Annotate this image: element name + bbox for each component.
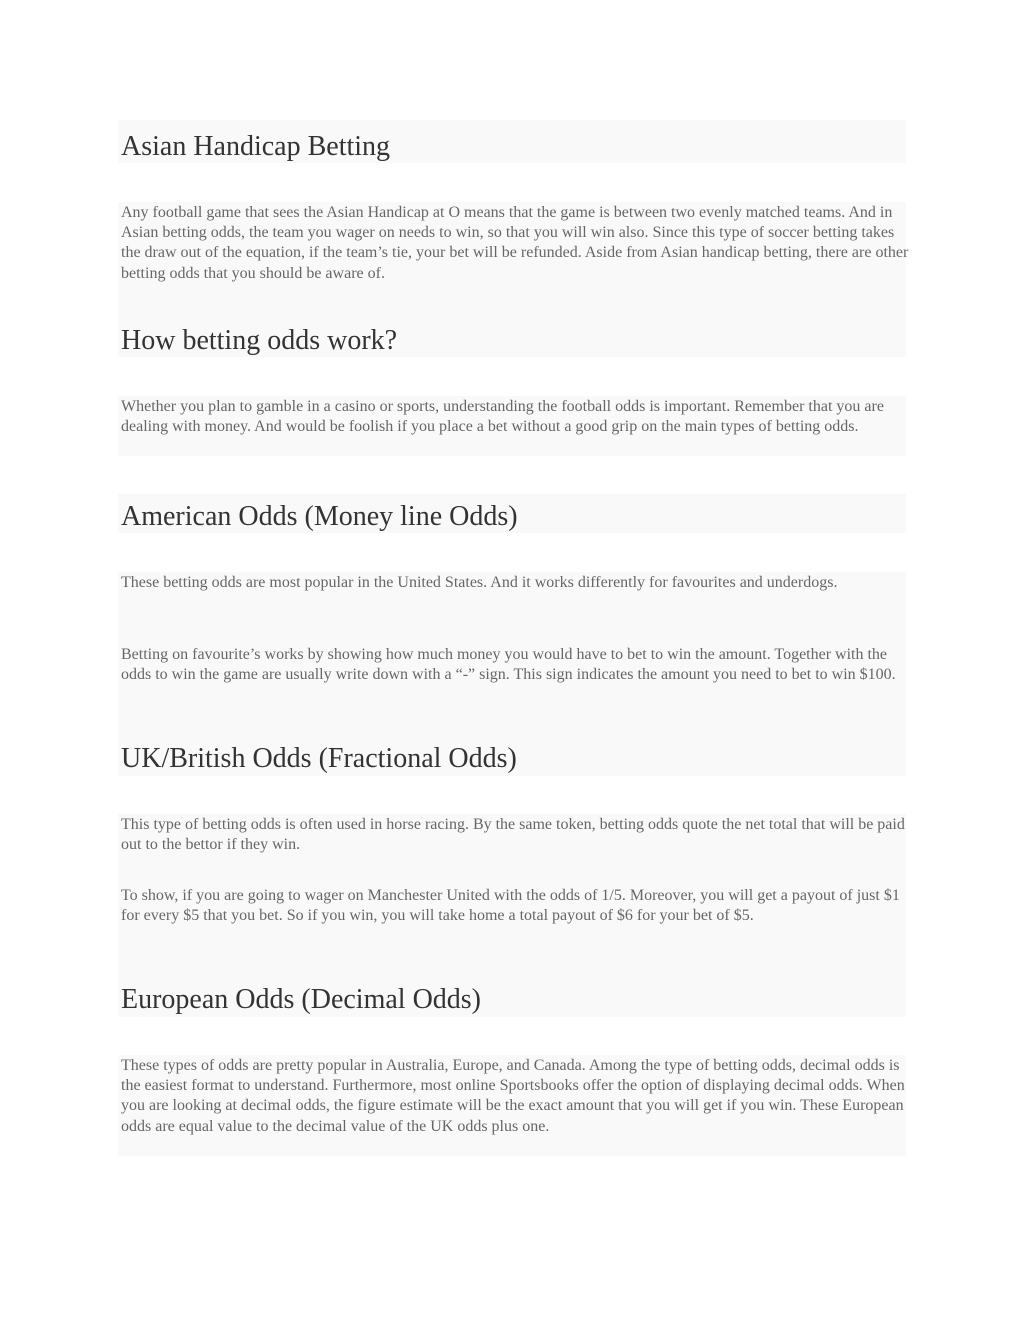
paragraph-european-odds: These types of odds are pretty popular in Australia, Europe, and Canada. Among the type of betting odds, decimal odds is the easiest format to understand. Furthermore, most online Sportsbooks offer the option of displaying decimal odds. When you are looking at decimal odds, the figure estimate will be the exact amount that you will get if you win. These European odds are equal value to the decimal value of the UK odds plus one. <box>121 1057 905 1135</box>
paragraph-uk-odds-example: To show, if you are going to wager on Manchester United with the odds of 1/5. Moreover, you will get a payout of just $1 for every $5 that you bet. So if you win, you will take home a total payout of $6 for your bet of $5. <box>121 887 900 925</box>
paragraph-uk-odds-intro: This type of betting odds is often used in horse racing. By the same token, betting odds quote the net total that will be paid out to the bettor if they win. <box>121 816 905 854</box>
section-heading-american-odds: American Odds (Money line Odds) <box>121 501 518 532</box>
paragraph-asian-handicap: Any football game that sees the Asian Handicap at O means that the game is between two evenly matched teams. And in Asian betting odds, the team you wager on needs to win, so that you will win also. Since this type of soccer betting takes the draw out of the equation, if the team’s tie, your bet will be refunded. Aside from Asian handicap betting, there are other betting odds that you should be aware of. <box>121 204 909 282</box>
paragraph-american-odds-favourites: Betting on favourite’s works by showing how much money you would have to bet to win the amount. Together with the odds to win the game are usually write down with a “-” sign. This sign indicates the amount you need to bet to win $100. <box>121 646 896 684</box>
paragraph-how-odds-work: Whether you plan to gamble in a casino or sports, understanding the football odds is important. Remember that you are dealing with money. And would be foolish if you place a bet without a good grip on the main types of betting odds. <box>121 398 884 436</box>
section-heading-asian-handicap: Asian Handicap Betting <box>121 131 391 162</box>
section-heading-european-odds: European Odds (Decimal Odds) <box>121 984 482 1015</box>
section-heading-how-odds-work: How betting odds work? <box>121 325 398 356</box>
paragraph-american-odds-intro: These betting odds are most popular in the United States. And it works differently for favourites and underdogs. <box>121 574 838 591</box>
section-heading-uk-odds: UK/British Odds (Fractional Odds) <box>121 743 517 774</box>
